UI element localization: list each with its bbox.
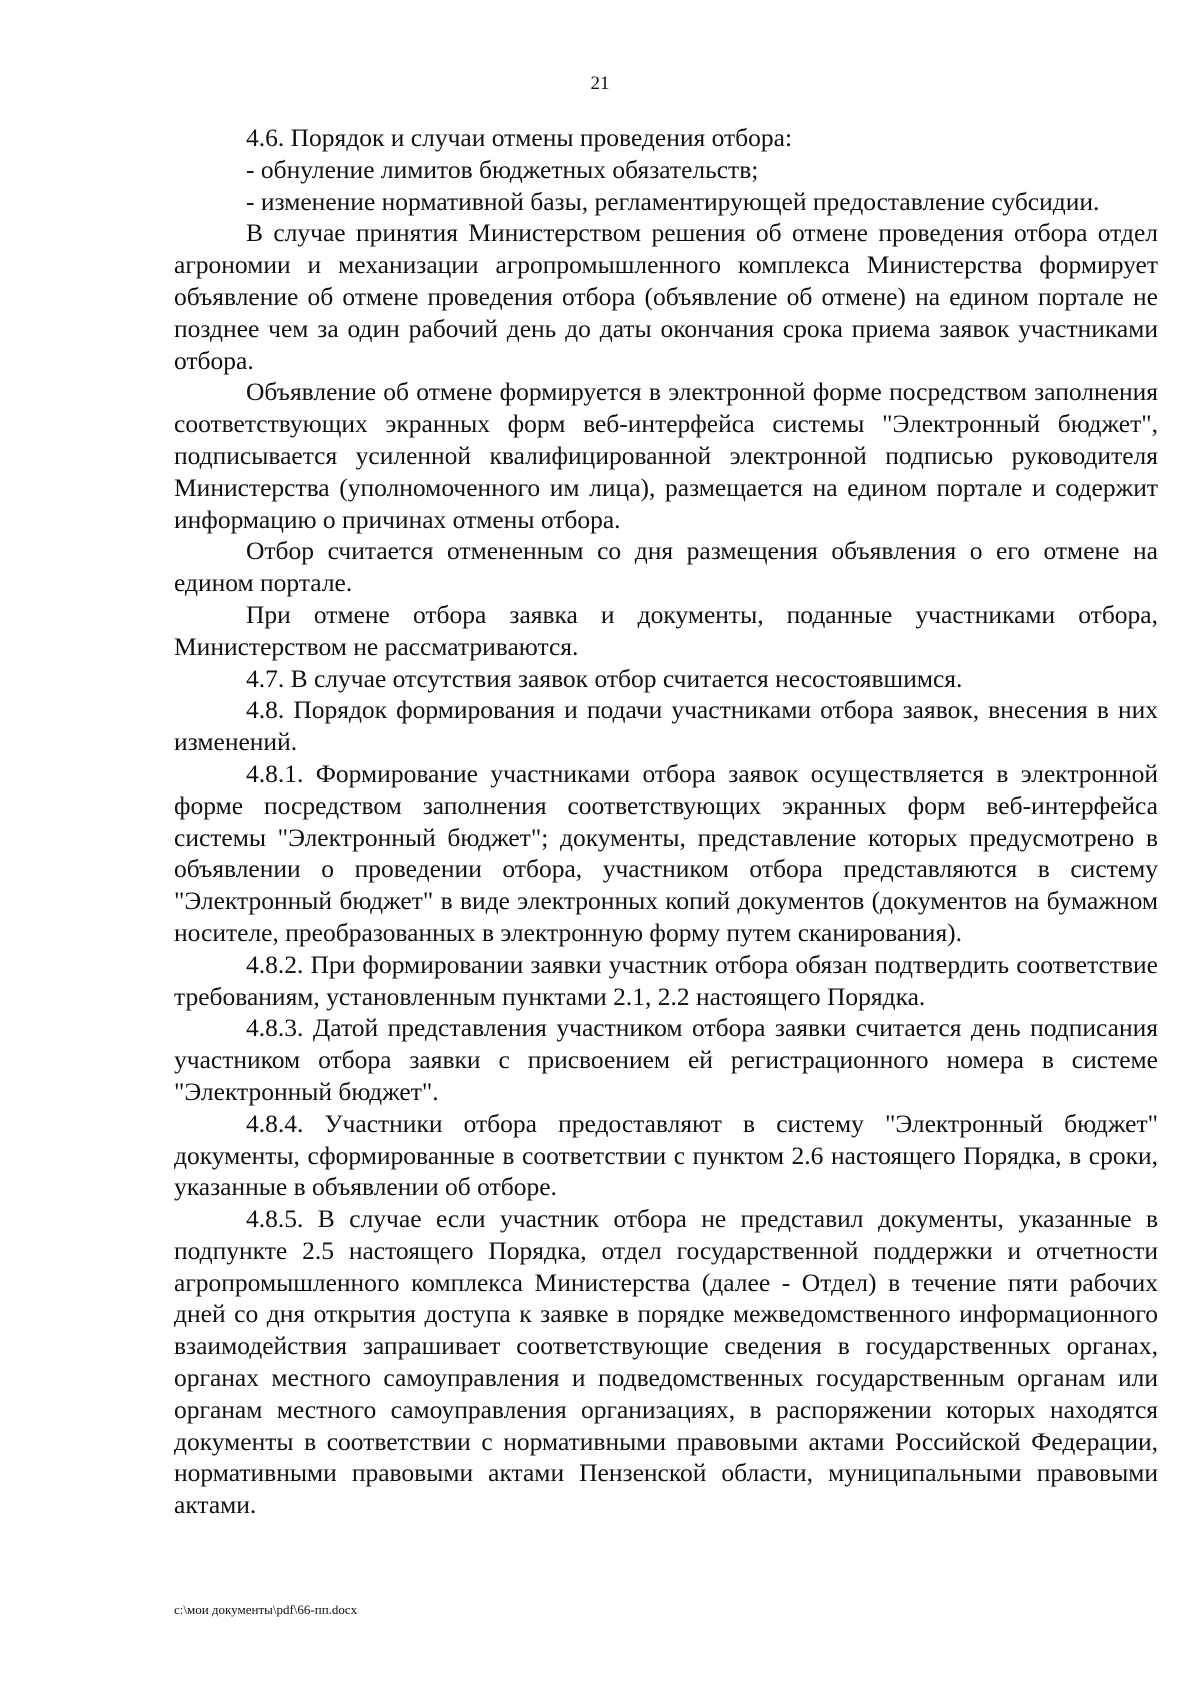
list-item-regulation: - изменение нормативной базы, регламентирующей предоставление субсидии.: [246, 186, 1100, 216]
paragraph-4-8: 4.8. Порядок формирования и подачи участниками отбора заявок, внесения в них изменений.: [174, 695, 1158, 757]
paragraph-4-7: 4.7. В случае отсутствия заявок отбор считается несостоявшимся.: [246, 663, 963, 693]
paragraph-cancel-applications: При отмене отбора заявка и документы, поданные участниками отбора, Министерством не рассматриваются.: [174, 599, 1158, 661]
page-number: 21: [590, 73, 610, 94]
list-item-limits: - обнуление лимитов бюджетных обязательств;: [246, 154, 759, 184]
paragraph-4-8-1: 4.8.1. Формирование участниками отбора заявок осуществляется в электронной форме посредством заполнения соответствующих экранных форм веб-интерфейса системы "Электронный бюджет"; документы, представление которых предусмотрено в объявлении о проведении отбора, участником отбора представляются в систему "Электронный бюджет" в виде электронных копий документов (документов на бумажном носителе, преобразованных в электронную форму путем сканирования).: [174, 758, 1158, 947]
paragraph-cancel-notice: Объявление об отмене формируется в электронной форме посредством заполнения соответствующих экранных форм веб-интерфейса системы "Электронный бюджет", подписывается усиленной квалифицированной электронной подписью руководителя Министерства (уполномоченного им лица), размещается на едином портале и содержит информацию о причинах отмены отбора.: [174, 377, 1158, 534]
file-path-footer: c:\мои документы\pdf\66-пп.docx: [174, 1602, 358, 1617]
paragraph-4-6: 4.6. Порядок и случаи отмены проведения отбора:: [246, 123, 793, 152]
paragraph-cancel-decision: В случае принятия Министерством решения об отмене проведения отбора отдел агрономии и механизации агропромышленного комплекса Министерства формирует объявление об отмене проведения отбора (объявление об отмене) на едином портале не позднее чем за один рабочий день до даты окончания срока приема заявок участниками отбора.: [174, 218, 1158, 375]
paragraph-4-8-2: 4.8.2. При формировании заявки участник отбора обязан подтвердить соответствие требованиям, установленным пунктами 2.1, 2.2 настоящего Порядка.: [174, 949, 1158, 1011]
paragraph-4-8-3: 4.8.3. Датой представления участником отбора заявки считается день подписания участником отбора заявки с присвоением ей регистрационного номера в системе "Электронный бюджет".: [174, 1013, 1158, 1106]
document-body: [174, 122, 1158, 1521]
paragraph-4-8-5: 4.8.5. В случае если участник отбора не представил документы, указанные в подпункте 2.5 настоящего Порядка, отдел государственной поддержки и отчетности агропромышленного комплекса Министерства (далее - Отдел) в течение пяти рабочих дней со дня открытия доступа к заявке в порядке межведомственного информационного взаимодействия запрашивает соответствующие сведения в государственных органах, органах местного самоуправления и подведомственных государственным органам или органам местного самоуправления организациях, в распоряжении которых находятся документы в соответствии с нормативными правовыми актами Российской Федерации, нормативными правовыми актами Пензенской области, муниципальными правовыми актами.: [174, 1204, 1158, 1520]
paragraph-4-8-4: 4.8.4. Участники отбора предоставляют в систему "Электронный бюджет" документы, сформированные в соответствии с пунктом 2.6 настоящего Порядка, в сроки, указанные в объявлении об отборе.: [174, 1108, 1158, 1202]
paragraph-cancel-date: Отбор считается отмененным со дня размещения объявления о его отмене на едином портале.: [174, 536, 1158, 598]
